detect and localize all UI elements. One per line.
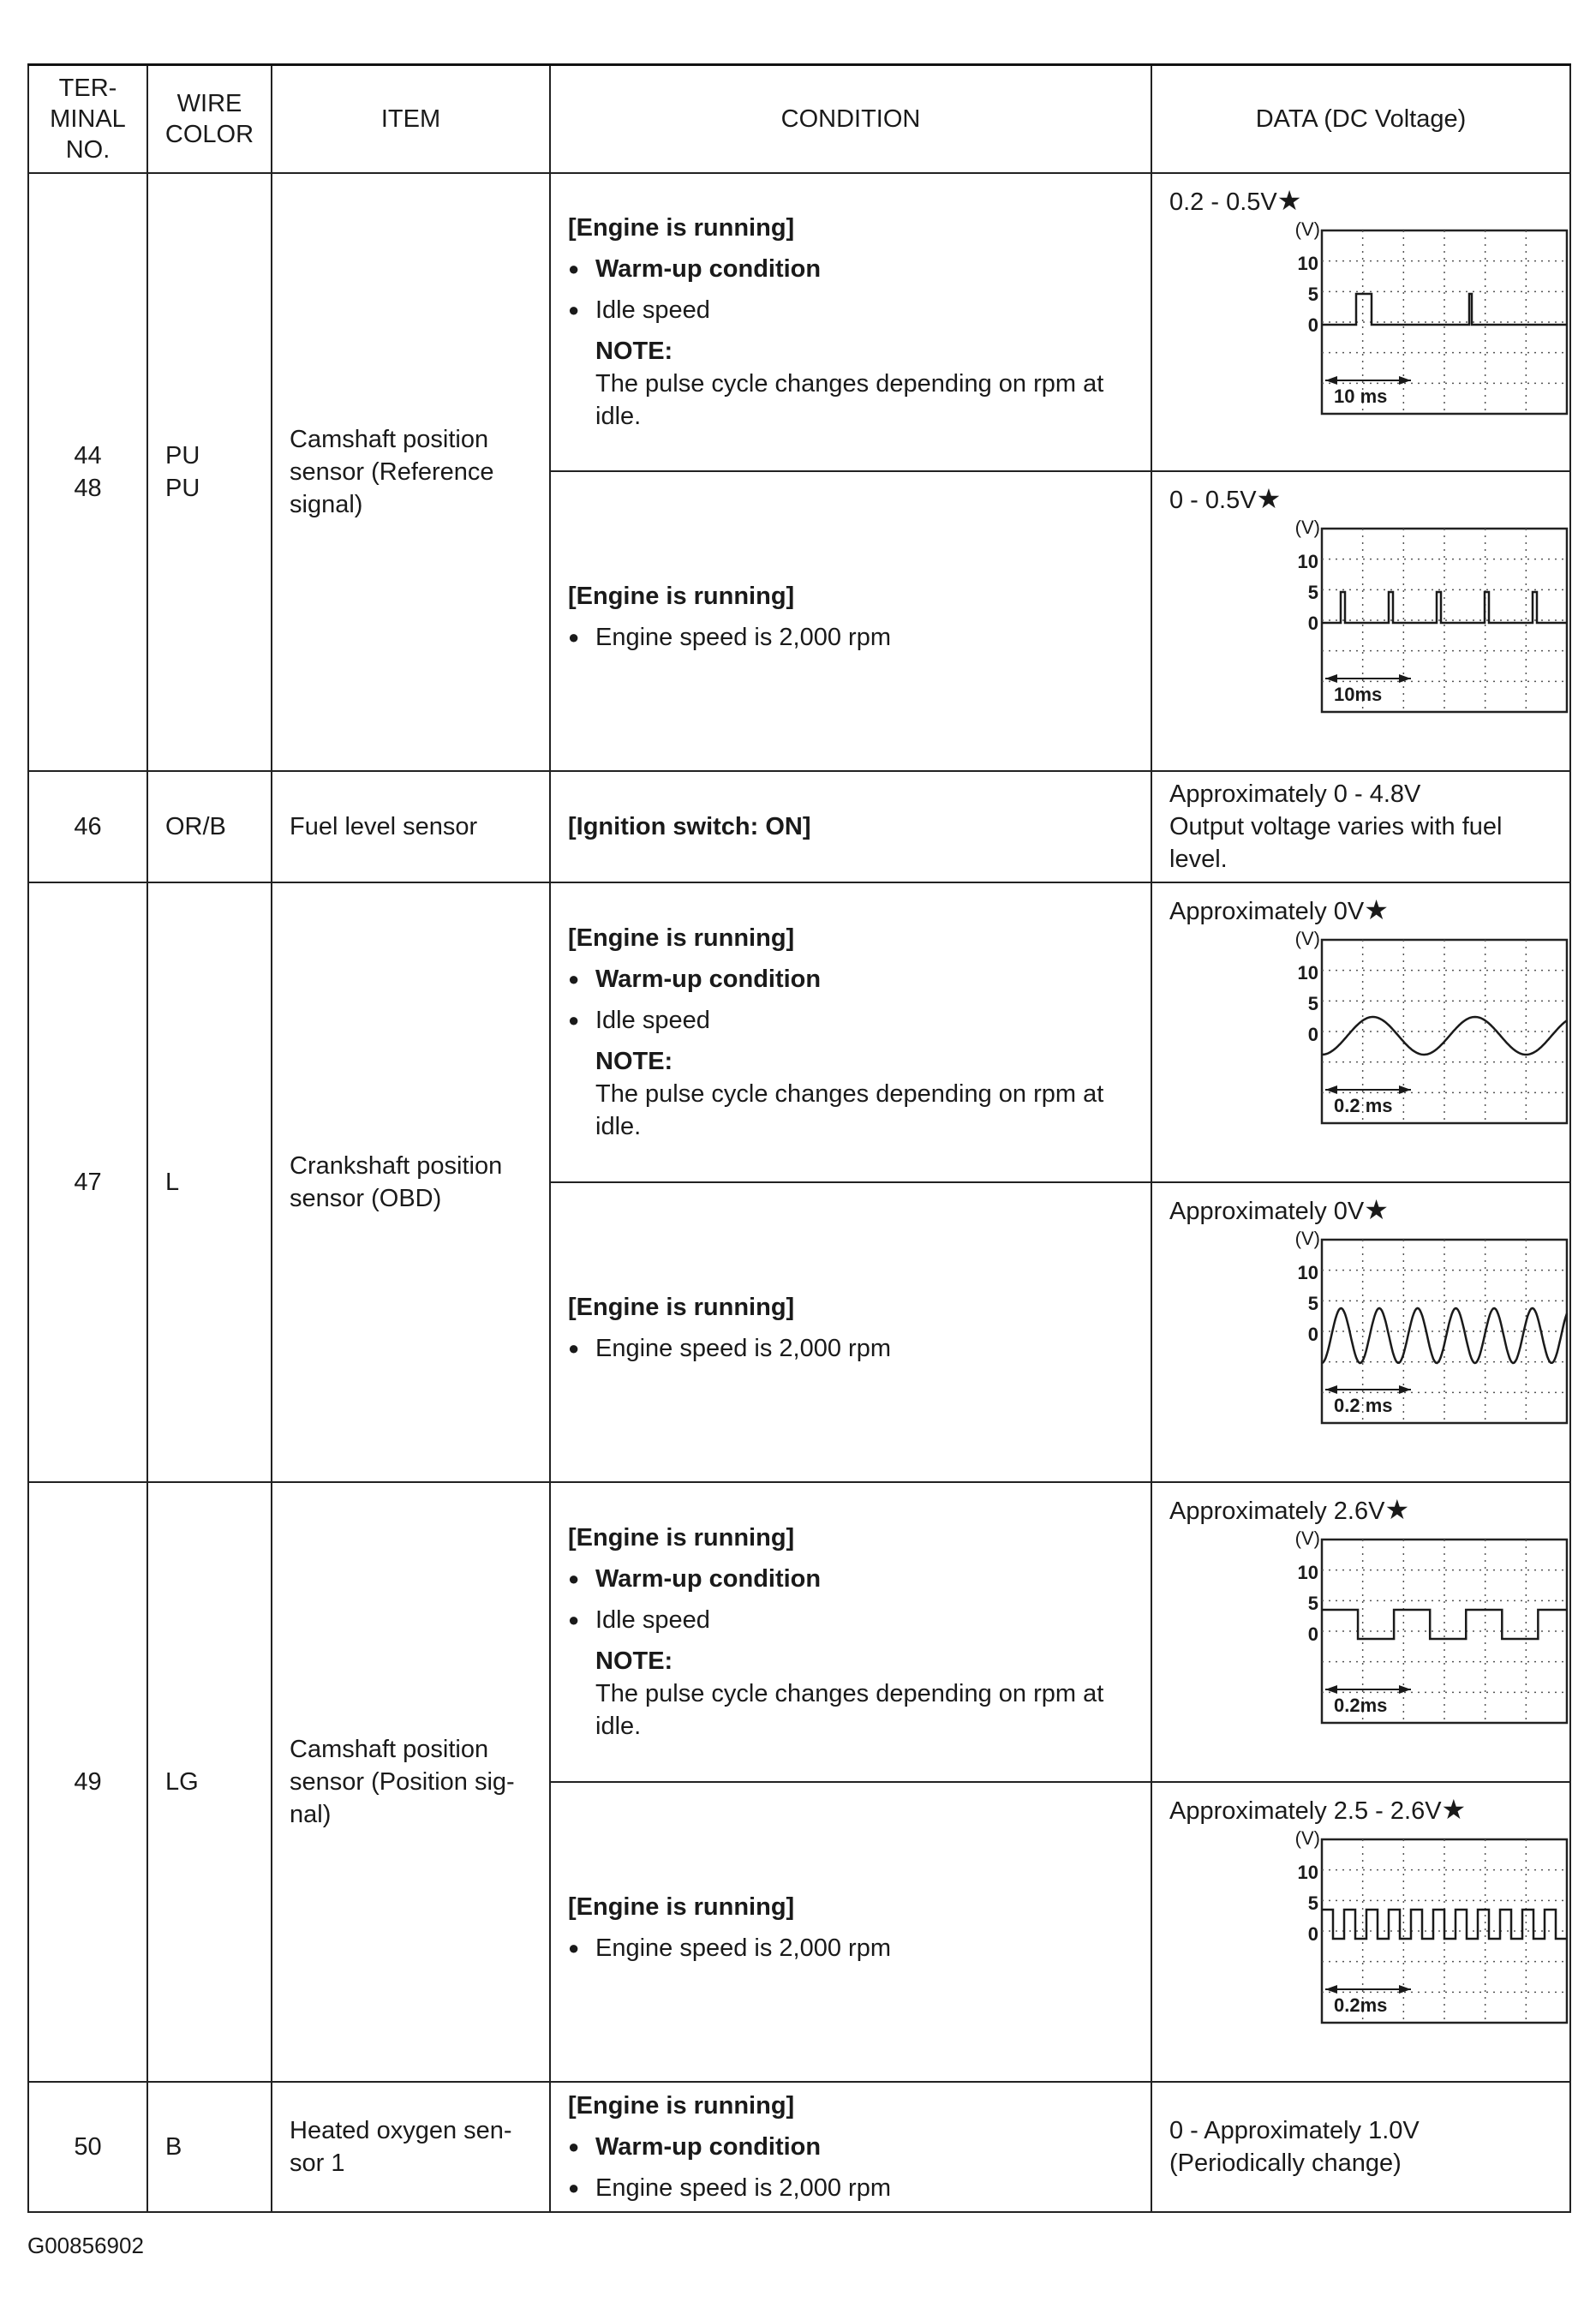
item-name-line: sensor (OBD) — [290, 1184, 442, 1212]
table-row — [28, 771, 1570, 882]
condition-cell — [550, 771, 1151, 882]
scope-tick-5: 5 — [1307, 581, 1318, 603]
condition-bullet — [568, 2131, 1135, 2163]
scope-unit-label: (V) — [1294, 1229, 1320, 1249]
condition-bullet — [568, 1563, 1135, 1595]
condition-cell — [550, 173, 1151, 471]
condition-cell — [550, 471, 1151, 771]
data-value — [1169, 894, 1557, 928]
condition-bullet-text: Idle speed — [595, 296, 710, 324]
scope-time-label: 10 ms — [1334, 385, 1388, 407]
scope-tick-10: 10 — [1297, 252, 1318, 274]
scope-tick-0: 0 — [1307, 1323, 1318, 1345]
wire-color-line: PU — [165, 474, 200, 502]
data-line: Approximately 0 - 4.8V — [1169, 780, 1421, 808]
scope-time-label: 0.2ms — [1334, 1994, 1388, 2016]
item-name-line: sor 1 — [290, 2149, 345, 2177]
star-icon: ★ — [1256, 482, 1282, 514]
data-value-text: Approximately 0V — [1169, 1197, 1365, 1225]
condition-title: [Engine is running] — [568, 924, 795, 952]
data-cell — [1151, 471, 1570, 771]
data-line: level. — [1169, 845, 1228, 873]
condition-bullet — [568, 963, 1135, 996]
wire-color-line: PU — [165, 441, 200, 469]
item-name-line: Camshaft position — [290, 425, 489, 453]
wire-color — [147, 173, 272, 771]
data-value — [1169, 1793, 1557, 1827]
data-line: (Periodically change) — [1169, 2149, 1402, 2177]
scope-time-label: 10ms — [1334, 683, 1383, 705]
data-value-text: 0.2 - 0.5V — [1169, 188, 1277, 216]
oscilloscope-graph — [1245, 930, 1570, 1127]
header-terminal-line1: TER- — [58, 74, 117, 102]
terminal-data-table-wrapper — [27, 63, 1569, 2213]
oscilloscope-graph — [1245, 518, 1570, 715]
condition-title: [Engine is running] — [568, 2091, 795, 2120]
condition-bullet-text: Engine speed is 2,000 rpm — [595, 2173, 891, 2202]
wire-color: B — [147, 2082, 272, 2212]
scope-tick-10: 10 — [1297, 1861, 1318, 1883]
document-code: G00856902 — [27, 2233, 144, 2258]
item-name — [272, 2082, 550, 2212]
arrow-left-icon — [1325, 1385, 1337, 1394]
header-condition: CONDITION — [550, 65, 1151, 173]
data-value — [1169, 1493, 1557, 1528]
bullet-dot-icon: ● — [568, 625, 580, 648]
star-icon: ★ — [1364, 1193, 1389, 1225]
condition-bullet-text: Engine speed is 2,000 rpm — [595, 623, 891, 651]
wire-color: LG — [147, 1482, 272, 2082]
table-row — [28, 882, 1570, 1182]
scope-tick-10: 10 — [1297, 550, 1318, 572]
scope-unit-label: (V) — [1294, 1828, 1320, 1849]
data-value — [1169, 482, 1557, 517]
scope-tick-10: 10 — [1297, 961, 1318, 984]
data-value-text: Approximately 2.6V — [1169, 1497, 1385, 1525]
terminal-number: 50 — [28, 2082, 147, 2212]
header-wire-line2: COLOR — [164, 120, 254, 148]
data-cell — [1151, 882, 1570, 1182]
data-line: Output voltage varies with fuel — [1169, 812, 1503, 840]
condition-bullet — [568, 1004, 1135, 1037]
data-value — [1169, 1193, 1557, 1228]
bullet-dot-icon: ● — [568, 298, 580, 320]
item-name-line: Camshaft position — [290, 1735, 489, 1763]
scope-tick-0: 0 — [1307, 612, 1318, 634]
condition-bullet-text: Warm-up condition — [595, 254, 822, 283]
scope-tick-5: 5 — [1307, 283, 1318, 305]
note-label: NOTE: — [595, 1047, 673, 1075]
star-icon: ★ — [1364, 894, 1389, 925]
condition-cell — [550, 1782, 1151, 2082]
item-name-line: sensor (Position sig- — [290, 1767, 515, 1796]
wire-color: OR/B — [147, 771, 272, 882]
note-text: The pulse cycle changes depending on rpm at idle. — [595, 369, 1104, 430]
terminal-number-line: 48 — [74, 474, 102, 502]
wire-color: L — [147, 882, 272, 1482]
item-name-line: Crankshaft position — [290, 1151, 503, 1180]
bullet-dot-icon: ● — [568, 2135, 580, 2157]
data-value-text: Approximately 2.5 - 2.6V — [1169, 1797, 1442, 1825]
table-row — [28, 2082, 1570, 2212]
condition-cell — [550, 1182, 1151, 1482]
condition-bullet — [568, 1932, 1135, 1964]
item-name-line: nal) — [290, 1800, 332, 1828]
scope-unit-label: (V) — [1294, 517, 1320, 538]
item-name — [272, 882, 550, 1482]
arrow-left-icon — [1325, 1085, 1337, 1094]
note-label: NOTE: — [595, 337, 673, 365]
note-label: NOTE: — [595, 1647, 673, 1675]
condition-bullet-text: Engine speed is 2,000 rpm — [595, 1934, 891, 1962]
bullet-dot-icon: ● — [568, 967, 580, 990]
star-icon: ★ — [1276, 184, 1302, 216]
condition-cell — [550, 882, 1151, 1182]
scope-tick-0: 0 — [1307, 1023, 1318, 1045]
bullet-dot-icon: ● — [568, 1936, 580, 1958]
scope-tick-5: 5 — [1307, 1592, 1318, 1614]
scope-time-label: 0.2 ms — [1334, 1394, 1393, 1416]
data-cell — [1151, 1782, 1570, 2082]
header-wire — [147, 65, 272, 173]
bullet-dot-icon: ● — [568, 1008, 580, 1031]
condition-cell — [550, 1482, 1151, 1782]
terminal-data-table — [27, 63, 1571, 2213]
condition-note — [568, 1045, 1135, 1143]
arrow-left-icon — [1325, 1685, 1337, 1694]
scope-tick-0: 0 — [1307, 1922, 1318, 1945]
arrow-left-icon — [1325, 1985, 1337, 1994]
terminal-number-line: 44 — [74, 441, 102, 469]
terminal-number — [28, 173, 147, 771]
scope-unit-label: (V) — [1294, 929, 1320, 949]
item-name-line: Heated oxygen sen- — [290, 2116, 512, 2144]
header-item: ITEM — [272, 65, 550, 173]
item-name — [272, 173, 550, 771]
star-icon: ★ — [1441, 1793, 1467, 1825]
terminal-number: 49 — [28, 1482, 147, 2082]
item-name-line: signal) — [290, 490, 363, 518]
scope-tick-10: 10 — [1297, 1261, 1318, 1283]
condition-title: [Engine is running] — [568, 1523, 795, 1552]
condition-bullet-text: Warm-up condition — [595, 1564, 822, 1593]
scope-tick-5: 5 — [1307, 1892, 1318, 1914]
condition-bullet — [568, 253, 1135, 285]
bullet-dot-icon: ● — [568, 2176, 580, 2198]
header-terminal-line2: MINAL — [50, 105, 126, 133]
header-wire-line1: WIRE — [176, 89, 242, 117]
table-row — [28, 173, 1570, 471]
data-cell — [1151, 1182, 1570, 1482]
data-cell — [1151, 1482, 1570, 1782]
condition-bullet — [568, 621, 1135, 654]
scope-tick-0: 0 — [1307, 314, 1318, 336]
note-text: The pulse cycle changes depending on rpm at idle. — [595, 1079, 1104, 1140]
oscilloscope-graph — [1245, 1229, 1570, 1426]
scope-tick-5: 5 — [1307, 1292, 1318, 1314]
scope-tick-10: 10 — [1297, 1561, 1318, 1583]
scope-unit-label: (V) — [1294, 1528, 1320, 1549]
data-value-text: 0 - 0.5V — [1169, 486, 1257, 514]
bullet-dot-icon: ● — [568, 1608, 580, 1630]
oscilloscope-graph — [1245, 220, 1570, 417]
scope-waveform — [1322, 1610, 1567, 1639]
condition-title: [Engine is running] — [568, 213, 795, 242]
item-name — [272, 1482, 550, 2082]
condition-bullet — [568, 1604, 1135, 1636]
scope-waveform — [1322, 1910, 1567, 1939]
condition-bullet — [568, 294, 1135, 326]
condition-bullet-text: Idle speed — [595, 1605, 710, 1634]
data-cell — [1151, 173, 1570, 471]
arrow-left-icon — [1325, 674, 1337, 683]
condition-bullet-text: Idle speed — [595, 1006, 710, 1034]
condition-bullet-text: Engine speed is 2,000 rpm — [595, 1334, 891, 1362]
condition-title: [Engine is running] — [568, 1293, 795, 1321]
header-row — [28, 65, 1570, 173]
scope-tick-5: 5 — [1307, 992, 1318, 1014]
header-data: DATA (DC Voltage) — [1151, 65, 1570, 173]
condition-bullet-text: Warm-up condition — [595, 2132, 822, 2161]
bullet-dot-icon: ● — [568, 1567, 580, 1589]
header-terminal-line3: NO. — [65, 135, 111, 164]
condition-title: [Engine is running] — [568, 1892, 795, 1921]
scope-time-label: 0.2 ms — [1334, 1094, 1393, 1116]
condition-title: [Engine is running] — [568, 582, 795, 610]
arrow-left-icon — [1325, 376, 1337, 385]
condition-note — [568, 1645, 1135, 1743]
bullet-dot-icon: ● — [568, 1336, 580, 1359]
terminal-number: 46 — [28, 771, 147, 882]
scope-unit-label: (V) — [1294, 219, 1320, 240]
condition-cell — [550, 2082, 1151, 2212]
data-line: 0 - Approximately 1.0V — [1169, 2116, 1420, 2144]
bullet-dot-icon: ● — [568, 257, 580, 279]
condition-note — [568, 335, 1135, 433]
data-cell — [1151, 2082, 1570, 2212]
condition-bullet — [568, 1332, 1135, 1365]
terminal-number: 47 — [28, 882, 147, 1482]
item-name: Fuel level sensor — [272, 771, 550, 882]
table-row — [28, 1482, 1570, 1782]
data-value — [1169, 184, 1557, 218]
note-text: The pulse cycle changes depending on rpm at idle. — [595, 1679, 1104, 1740]
scope-time-label: 0.2ms — [1334, 1694, 1388, 1716]
data-value-text: Approximately 0V — [1169, 897, 1365, 925]
oscilloscope-graph — [1245, 1829, 1570, 2026]
scope-tick-0: 0 — [1307, 1623, 1318, 1645]
oscilloscope-graph — [1245, 1529, 1570, 1726]
data-cell — [1151, 771, 1570, 882]
item-name-line: sensor (Reference — [290, 457, 494, 486]
condition-bullet — [568, 2172, 1135, 2204]
condition-bullet-text: Warm-up condition — [595, 965, 822, 993]
header-terminal — [28, 65, 147, 173]
condition-title: [Ignition switch: ON] — [568, 812, 811, 840]
star-icon: ★ — [1384, 1493, 1410, 1525]
